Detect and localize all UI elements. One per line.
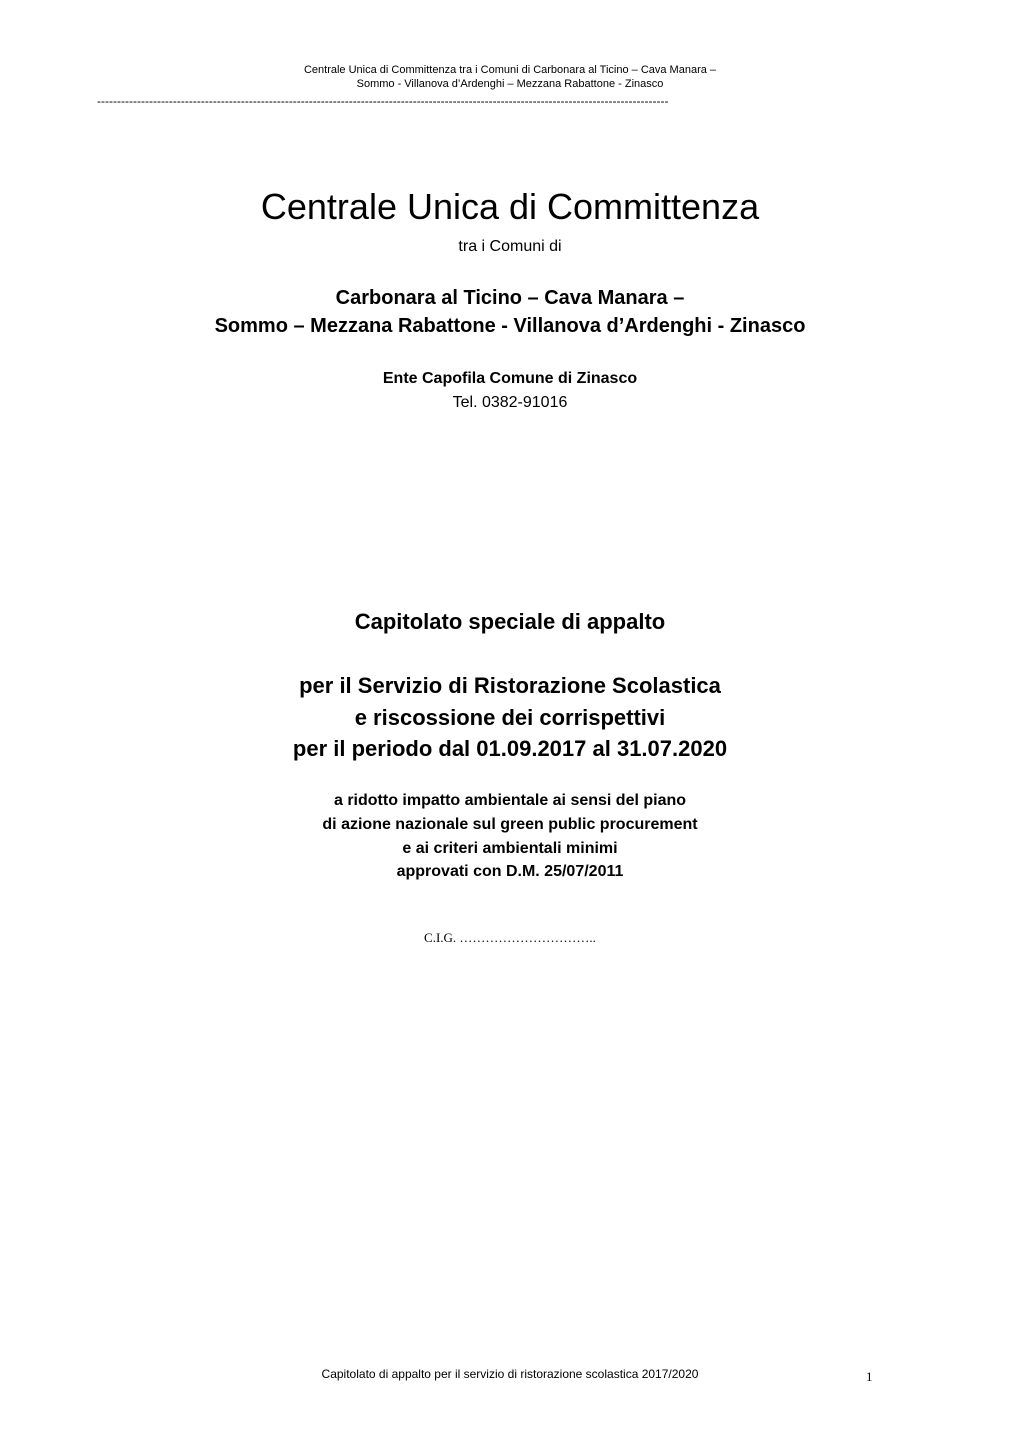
lead-entity: Ente Capofila Comune di Zinasco [382,370,638,387]
cig-code: C.I.G. ………………………….. [424,930,596,945]
environment-line-4: approvati con D.M. 25/07/2011 [396,863,624,880]
environment-line-3: e ai criteri ambientali minimi [402,840,618,857]
service-line-2: e riscossione dei corrispettivi [354,705,666,730]
municipalities-line-1: Carbonara al Ticino – Cava Manara – [335,287,685,309]
header-line-1: Centrale Unica di Committenza tra i Comuni di Carbonara al Ticino – Cava Manara – [303,64,717,76]
header-line-2: Sommo - Villanova d’Ardenghi – Mezzana Rabattone - Zinasco [356,78,664,90]
header-dashed-rule: ----------------------------------------------------------------------------------------------------------------------------------------------- [97,94,669,108]
page-number: 1 [866,1369,873,1384]
environment-line-2: di azione nazionale sul green public procurement [322,816,698,833]
phone-number: Tel. 0382-91016 [452,394,568,411]
document-type-heading: Capitolato speciale di appalto [354,609,666,634]
footer-text: Capitolato di appalto per il servizio di ristorazione scolastica 2017/2020 [321,1367,699,1381]
page-title: Centrale Unica di Committenza [260,186,760,227]
municipalities-line-2: Sommo – Mezzana Rabattone - Villanova d’Ardenghi - Zinasco [214,315,806,337]
environment-line-1: a ridotto impatto ambientale ai sensi del piano [333,792,687,809]
service-line-1: per il Servizio di Ristorazione Scolastica [299,673,721,698]
service-period-line: per il periodo dal 01.09.2017 al 31.07.2020 [292,736,728,761]
page-subtitle: tra i Comuni di [458,238,562,255]
